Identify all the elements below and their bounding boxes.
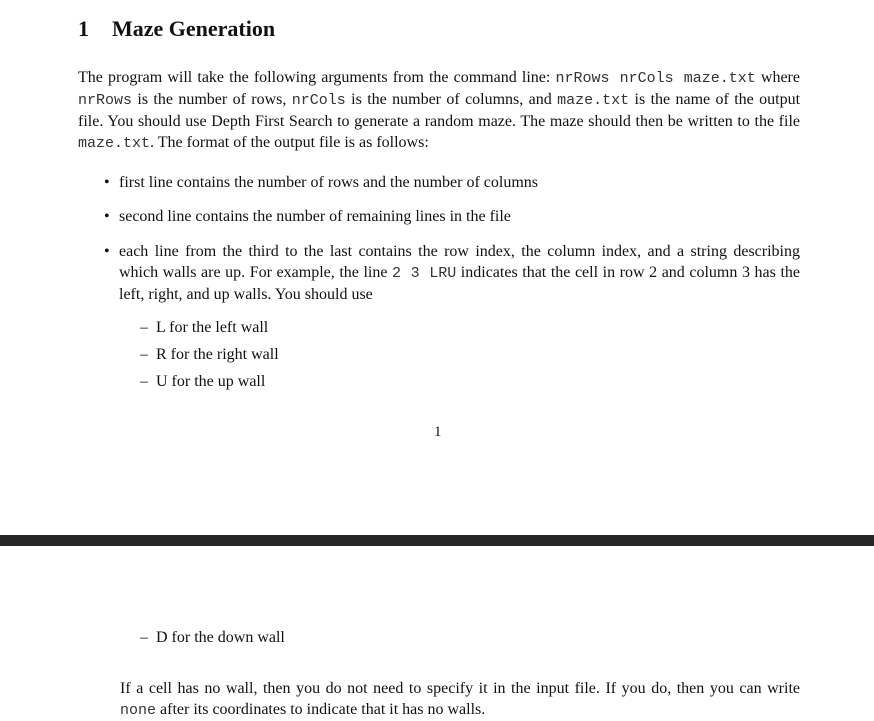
intro-paragraph <box>78 67 800 154</box>
section-number: 1 <box>78 16 89 41</box>
list-item-text: each line from the third to the last contains the row index, the column index, and a string describing which walls are up. For example, the line 2 3 LRU indicates that the cell in row 2 and column 3 has the left, right, and up walls. You should use <box>119 243 801 303</box>
wall-item: – L for the left wall <box>140 319 269 336</box>
bullet-icon: • <box>104 174 110 191</box>
intro-text: is the number of columns, and <box>345 91 558 108</box>
list-item <box>104 206 800 227</box>
section-title: Maze Generation <box>112 16 276 41</box>
filename-code: maze.txt <box>78 135 151 152</box>
nrrows-code: nrRows <box>78 92 133 109</box>
intro-text: . The format of the output file is as follows: <box>150 134 429 151</box>
dash-icon: – <box>140 629 148 646</box>
none-code: none <box>120 702 157 719</box>
bullet-icon: • <box>104 243 110 260</box>
filename-code: maze.txt <box>557 92 630 109</box>
intro-text: is the name of the output file. You should use Depth First Search to generate a random maze. The maze should then be written to the file <box>78 91 801 130</box>
no-wall-paragraph: If a cell has no wall, then you do not need to specify it in the input file. If you do, then you can write none after its coordinates to indicate that it has no walls. <box>120 680 800 719</box>
dash-icon: – <box>140 373 148 390</box>
page-separator <box>0 535 874 546</box>
bullet-icon: • <box>104 208 110 225</box>
example-line-code: 2 3 LRU <box>392 265 457 282</box>
list-item <box>104 241 800 305</box>
intro-text: where <box>755 69 800 86</box>
nrcols-code: nrCols <box>291 92 346 109</box>
dash-icon: – <box>140 346 148 363</box>
section-heading <box>78 16 275 42</box>
list-item-text: first line contains the number of rows and the number of columns <box>119 174 539 191</box>
page-number: 1 <box>434 424 442 440</box>
wall-item: – R for the right wall <box>140 346 279 363</box>
intro-text: is the number of rows, <box>132 91 292 108</box>
command-line-code: nrRows nrCols maze.txt <box>555 70 756 87</box>
wall-item: – U for the up wall <box>140 373 266 390</box>
dash-icon: – <box>140 319 148 336</box>
intro-text: The program will take the following arguments from the command line: <box>78 69 556 86</box>
list-item <box>104 172 800 193</box>
list-item-text: second line contains the number of remaining lines in the file <box>119 208 511 225</box>
wall-item: – D for the down wall <box>140 629 285 646</box>
